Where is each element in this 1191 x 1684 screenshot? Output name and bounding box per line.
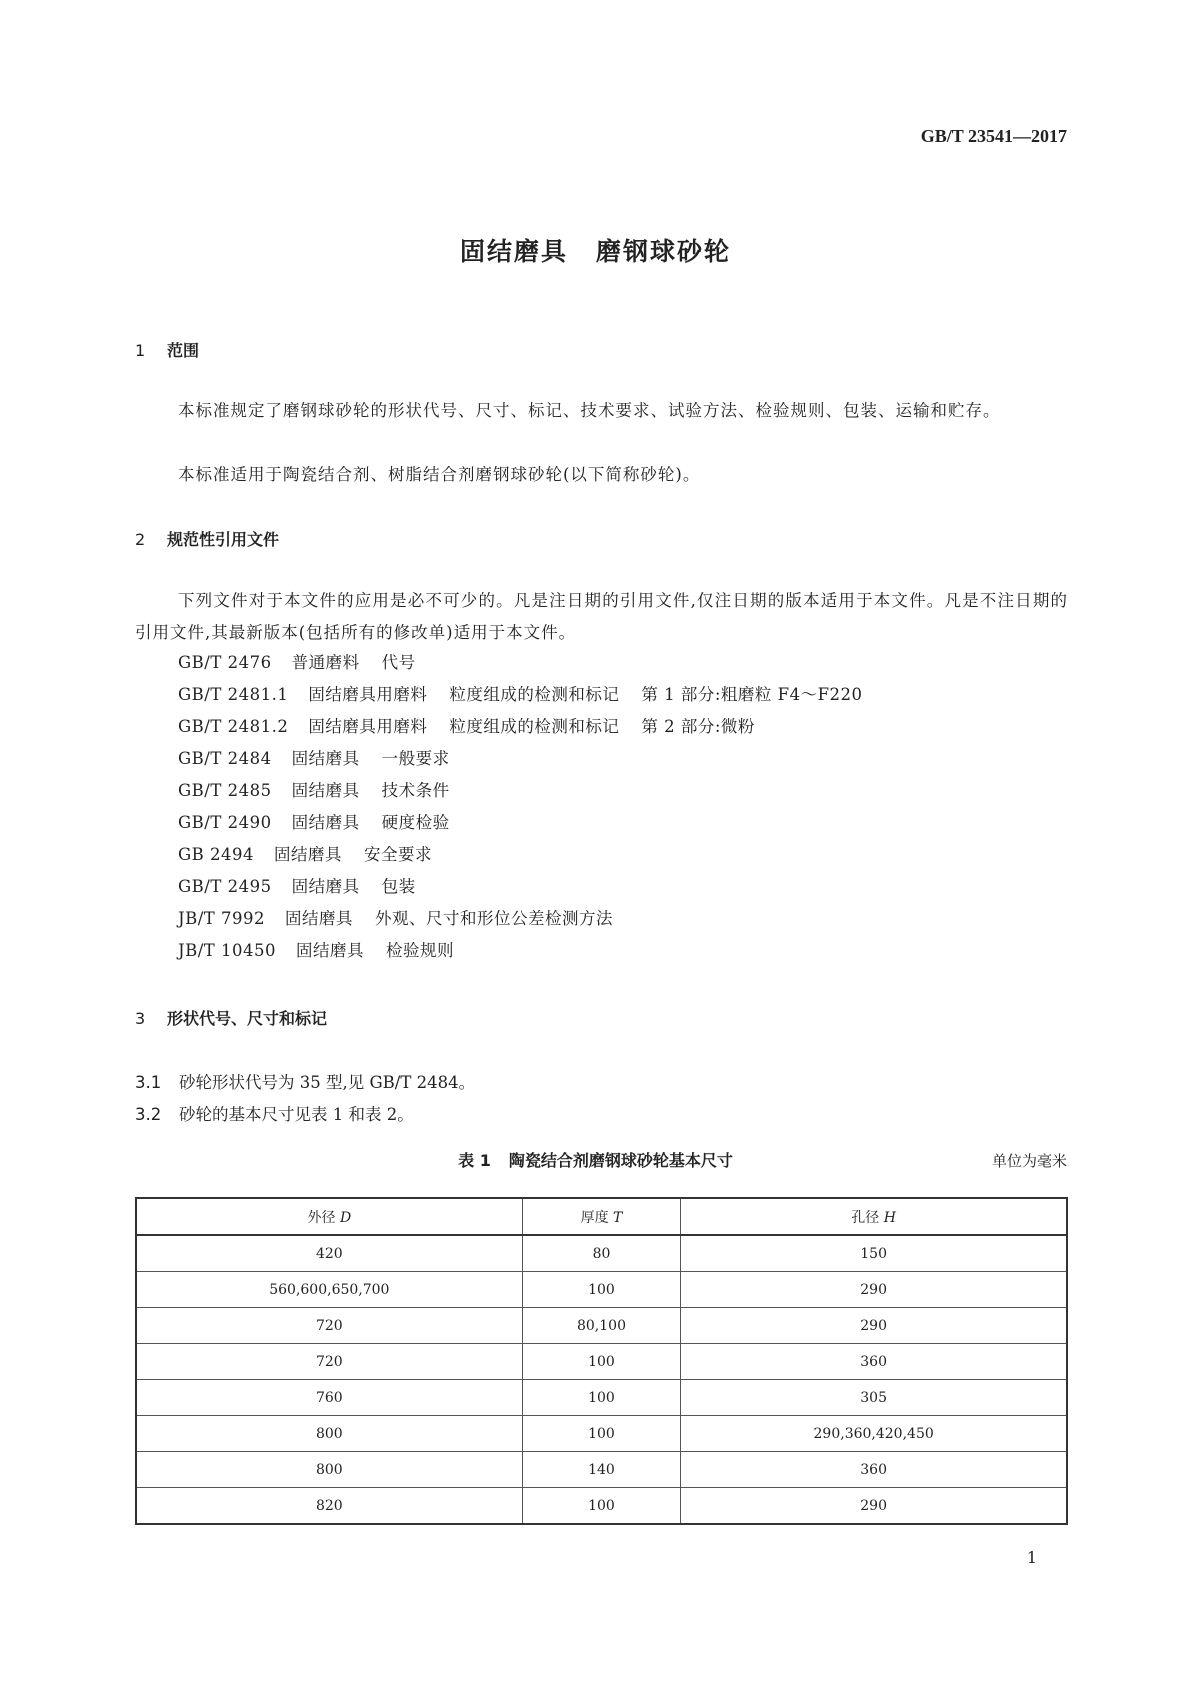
clause-text: 砂轮的基本尺寸见表 1 和表 2。 (179, 1105, 414, 1124)
reference-code: GB 2494 (178, 845, 255, 864)
table-row (136, 1488, 1067, 1525)
section-number: 2 (135, 530, 146, 549)
reference-code: GB/T 2481.1 (178, 685, 289, 704)
table-cell: 560,600,650,700 (136, 1272, 522, 1308)
reference-title-part: 固结磨具 (274, 845, 343, 864)
clause-number: 3.2 (135, 1105, 162, 1124)
section-title: 规范性引用文件 (167, 530, 280, 549)
page-number: 1 (1026, 1548, 1037, 1567)
reference-item (178, 713, 777, 737)
reference-code: GB/T 2481.2 (178, 717, 289, 736)
table-title: 陶瓷结合剂磨钢球砂轮基本尺寸 (508, 1151, 733, 1170)
title-part-1: 固结磨具 (459, 237, 568, 266)
reference-title-part: 固结磨具用磨料 (308, 685, 428, 704)
clause-number: 3.1 (135, 1073, 162, 1092)
table-cell: 290 (681, 1272, 1067, 1308)
reference-title-part: 代号 (381, 653, 416, 672)
table-cell: 305 (681, 1380, 1067, 1416)
section-title: 范围 (167, 341, 200, 360)
reference-title-part: 固结磨具 (291, 749, 360, 768)
column-header-hole-diameter: 孔径 H (681, 1198, 1067, 1235)
table-cell: 100 (522, 1272, 681, 1308)
reference-title-part: 固结磨具用磨料 (308, 717, 428, 736)
table-row (136, 1308, 1067, 1344)
reference-title-part: 技术条件 (381, 781, 450, 800)
reference-code: GB/T 2476 (178, 653, 272, 672)
table-cell: 290 (681, 1308, 1067, 1344)
table-cell: 800 (136, 1416, 522, 1452)
table-cell: 80,100 (522, 1308, 681, 1344)
table-cell: 150 (681, 1235, 1067, 1272)
table-cell: 100 (522, 1488, 681, 1525)
table-row (136, 1344, 1067, 1380)
reference-code: JB/T 10450 (178, 941, 277, 960)
reference-title-part: 包装 (381, 877, 416, 896)
table-label: 表 1 (458, 1151, 491, 1170)
table-cell: 420 (136, 1235, 522, 1272)
reference-item (178, 681, 885, 705)
table-cell: 360 (681, 1344, 1067, 1380)
reference-item (178, 905, 635, 929)
reference-code: GB/T 2490 (178, 813, 272, 832)
reference-title-part: 第 1 部分:粗磨粒 F4～F220 (641, 685, 863, 704)
reference-title-part: 粒度组成的检测和标记 (449, 717, 620, 736)
reference-title-part: 检验规则 (386, 941, 455, 960)
table-cell: 820 (136, 1488, 522, 1525)
dimensions-table (135, 1197, 1068, 1525)
table-cell: 140 (522, 1452, 681, 1488)
section-number: 3 (135, 1009, 146, 1028)
standard-number: GB/T 23541—2017 (920, 126, 1067, 146)
scope-paragraph-1: 本标准规定了磨钢球砂轮的形状代号、尺寸、标记、技术要求、试验方法、检验规则、包装、运输和贮存。 (178, 401, 1001, 420)
reference-title-part: 普通磨料 (291, 653, 360, 672)
table-cell: 80 (522, 1235, 681, 1272)
page-title (0, 232, 1191, 268)
reference-title-part: 硬度检验 (381, 813, 450, 832)
table-cell: 290 (681, 1488, 1067, 1525)
clause-3-1 (135, 1069, 475, 1093)
clause-3-2 (135, 1101, 414, 1125)
table-row (136, 1416, 1067, 1452)
reference-item (178, 809, 472, 833)
table-row (136, 1380, 1067, 1416)
reference-title-part: 固结磨具 (291, 781, 360, 800)
clause-text: 砂轮形状代号为 35 型,见 GB/T 2484。 (179, 1073, 476, 1092)
reference-item (178, 777, 472, 801)
reference-code: GB/T 2484 (178, 749, 272, 768)
column-header-outer-diameter: 外径 D (136, 1198, 522, 1235)
reference-title-part: 一般要求 (381, 749, 450, 768)
table-cell: 100 (522, 1380, 681, 1416)
reference-title-part: 安全要求 (364, 845, 433, 864)
table-cell: 100 (522, 1416, 681, 1452)
table-cell: 290,360,420,450 (681, 1416, 1067, 1452)
reference-code: GB/T 2495 (178, 877, 272, 896)
reference-title-part: 固结磨具 (285, 909, 354, 928)
table-unit: 单位为毫米 (991, 1152, 1067, 1170)
title-part-2: 磨钢球砂轮 (596, 237, 732, 266)
table-row (136, 1452, 1067, 1488)
reference-title-part: 外观、尺寸和形位公差检测方法 (375, 909, 614, 928)
reference-item (178, 873, 438, 897)
reference-code: JB/T 7992 (178, 909, 266, 928)
reference-title-part: 第 2 部分:微粉 (641, 717, 755, 736)
reference-title-part: 粒度组成的检测和标记 (449, 685, 620, 704)
scope-paragraph-2: 本标准适用于陶瓷结合剂、树脂结合剂磨钢球砂轮(以下简称砂轮)。 (178, 465, 701, 484)
section-heading-1 (135, 338, 199, 361)
table-row (136, 1235, 1067, 1272)
table-row (136, 1272, 1067, 1308)
reference-title-part: 固结磨具 (291, 877, 360, 896)
table-cell: 720 (136, 1308, 522, 1344)
section-heading-3 (135, 1006, 327, 1029)
reference-item (178, 841, 454, 865)
reference-item (178, 649, 438, 673)
section-title: 形状代号、尺寸和标记 (167, 1009, 328, 1028)
column-header-thickness: 厚度 T (522, 1198, 681, 1235)
reference-code: GB/T 2485 (178, 781, 272, 800)
section-heading-2 (135, 527, 279, 550)
reference-title-part: 固结磨具 (291, 813, 360, 832)
reference-title-part: 固结磨具 (296, 941, 365, 960)
section-number: 1 (135, 341, 146, 360)
table-cell: 800 (136, 1452, 522, 1488)
reference-item (178, 937, 476, 961)
table-cell: 360 (681, 1452, 1067, 1488)
references-intro: 下列文件对于本文件的应用是必不可少的。凡是注日期的引用文件,仅注日期的版本适用于本文件。凡是不注日期的引用文件,其最新版本(包括所有的修改单)适用于本文件。 (135, 591, 1068, 642)
reference-item (178, 745, 472, 769)
table-cell: 720 (136, 1344, 522, 1380)
table-cell: 760 (136, 1380, 522, 1416)
table-cell: 100 (522, 1344, 681, 1380)
